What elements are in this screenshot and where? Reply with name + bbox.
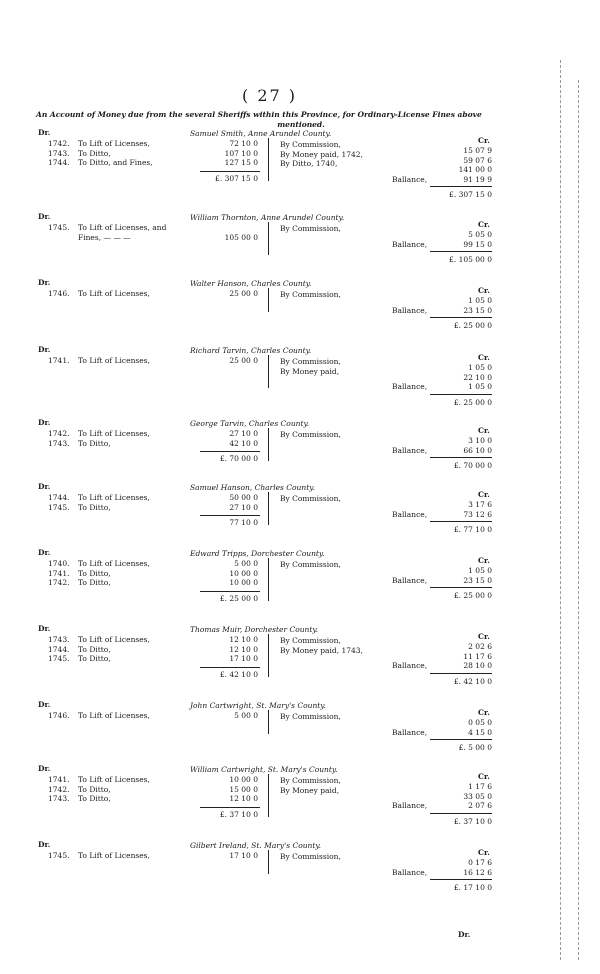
cr-text: By Commission,: [280, 290, 341, 299]
dr-amount: 107 10 0: [224, 148, 258, 158]
entry-text: To Lift of Licenses,: [78, 559, 150, 568]
entry-text: To Lift of Licenses,: [78, 711, 150, 720]
column-divider: [268, 138, 269, 181]
ballance-label: Ballance,: [392, 661, 428, 670]
ballance-label: Ballance,: [392, 382, 428, 391]
cr-amount: 0 05 0: [468, 718, 492, 727]
cr-label: Cr.: [478, 490, 490, 499]
cr-total: £. 77 10 0: [453, 525, 492, 534]
dr-total: £. 307 15 0: [215, 173, 258, 183]
ballance-amount: 99 15 0: [463, 239, 492, 249]
cr-label: Cr.: [478, 286, 490, 295]
account-name: William Cartwright, St. Mary's County.: [190, 765, 338, 774]
entry-text: To Lift of Licenses,: [78, 429, 150, 438]
entry-year: 1740.: [48, 559, 70, 568]
sum-rule: [430, 394, 492, 395]
entry-year: 1743.: [48, 635, 70, 644]
cr-amount: 0 17 6: [468, 858, 492, 867]
dr-amount: 15 00 0: [229, 784, 258, 794]
dr-label: Dr.: [38, 482, 51, 491]
entry-year: 1745.: [48, 502, 70, 512]
entry-text: To Ditto,: [78, 438, 111, 448]
account-name: Richard Tarvin, Charles County.: [190, 346, 312, 355]
column-divider: [268, 222, 269, 255]
ballance-label: Ballance,: [392, 801, 428, 810]
cr-amount: 3 10 0: [468, 436, 492, 445]
entry-text: To Lift of Licenses,: [78, 139, 150, 148]
dr-amount: 10 00 0: [229, 578, 258, 587]
ballance-amount: 73 12 6: [463, 509, 492, 519]
ballance-amount: 4 15 0: [468, 727, 492, 737]
heading-line-2: mentioned.: [277, 120, 325, 129]
cr-total: £. 25 00 0: [453, 397, 492, 407]
dr-label: Dr.: [38, 840, 51, 849]
sum-rule: [200, 515, 260, 516]
cr-amount: 59 07 6: [463, 155, 492, 165]
sum-rule: [430, 739, 492, 740]
cr-label: Cr.: [478, 708, 490, 717]
cr-label: Cr.: [478, 136, 490, 145]
entry-text: To Lift of Licenses,: [78, 775, 150, 784]
entry-year: 1741.: [48, 775, 70, 784]
account-name: Samuel Hanson, Charles County.: [190, 483, 315, 492]
cr-total: £. 70 00 0: [453, 461, 492, 470]
cr-label: Cr.: [478, 220, 490, 229]
ballance-amount: 66 10 0: [463, 445, 492, 455]
entry-year: 1745.: [48, 851, 70, 860]
entry-text: To Ditto,: [78, 568, 111, 578]
ballance-label: Ballance,: [392, 305, 428, 315]
cr-total: £. 25 00 0: [453, 321, 492, 330]
account-name: Walter Hanson, Charles County.: [190, 279, 312, 288]
account-name: Gilbert Ireland, St. Mary's County.: [190, 841, 322, 850]
entry-year: 1743.: [48, 148, 70, 158]
dr-total: £. 37 10 0: [219, 809, 258, 819]
page-number: ( 27 ): [242, 86, 298, 105]
dr-amount: 10 00 0: [229, 775, 258, 784]
sum-rule: [200, 667, 260, 668]
dr-amount: 42 10 0: [229, 438, 258, 448]
dr-amount: 105 00 0: [224, 232, 258, 242]
account-name: George Tarvin, Charles County.: [190, 419, 310, 428]
cr-text: By Commission,: [280, 430, 341, 439]
cr-amount: 141 00 0: [458, 165, 492, 174]
ballance-amount: 23 15 0: [463, 575, 492, 585]
cr-label: Cr.: [478, 556, 490, 565]
cr-amount: 5 05 0: [468, 230, 492, 239]
entry-text: To Lift of Licenses,: [78, 851, 150, 860]
column-divider: [268, 558, 269, 601]
dr-amount: 10 00 0: [229, 568, 258, 578]
entry-year: 1745.: [48, 654, 70, 663]
entry-text: To Lift of Licenses,: [78, 493, 150, 502]
cr-amount: 1 05 0: [468, 363, 492, 372]
cr-text: By Ditto, 1740,: [280, 159, 338, 168]
entry-text: To Ditto,: [78, 148, 111, 158]
dr-amount: 5 00 0: [234, 711, 258, 720]
entry-text: To Ditto,: [78, 578, 111, 587]
ballance-amount: 1 05 0: [468, 382, 492, 391]
sum-rule: [430, 813, 492, 814]
entry-text: To Lift of Licenses, and: [78, 223, 167, 232]
entry-year: 1742.: [48, 578, 70, 587]
cr-total: £. 37 10 0: [453, 816, 492, 826]
cr-text: By Commission,: [280, 776, 341, 785]
entry-year: 1746.: [48, 711, 70, 720]
dr-amount: 27 10 0: [229, 429, 258, 438]
cr-amount: 1 17 6: [468, 782, 492, 791]
entry-year: 1742.: [48, 139, 70, 148]
dr-total: £. 70 00 0: [219, 454, 258, 463]
cr-text: By Money paid,: [280, 366, 340, 376]
cr-amount: 15 07 9: [463, 146, 492, 155]
cr-amount: 33 05 0: [463, 791, 492, 801]
dr-label: Dr.: [38, 128, 51, 137]
cr-text: By Commission,: [280, 560, 341, 569]
heading-line-1: An Account of Money due from the several Sheriffs within this Province, for Ordinary-License Fines above: [36, 110, 482, 119]
dr-total: £. 25 00 0: [219, 593, 258, 603]
entry-year: 1744.: [48, 493, 70, 502]
sum-rule: [200, 807, 260, 808]
ballance-amount: 91 19 9: [463, 174, 492, 184]
cr-amount: 1 05 0: [468, 296, 492, 305]
entry-year: 1742.: [48, 429, 70, 438]
entry-year: 1743.: [48, 794, 70, 803]
dr-label: Dr.: [38, 700, 51, 709]
entry-text: To Ditto,: [78, 654, 111, 663]
margin-rule: [560, 60, 561, 960]
entry-year: 1744.: [48, 158, 70, 167]
column-divider: [268, 492, 269, 525]
entry-year: 1741.: [48, 356, 70, 365]
entry-text: To Lift of Licenses,: [78, 356, 150, 365]
dr-amount: 27 10 0: [229, 502, 258, 512]
entry-text: To Lift of Licenses,: [78, 289, 150, 298]
dr-amount: 12 10 0: [229, 644, 258, 654]
dr-amount: 17 10 0: [229, 654, 258, 663]
entry-year: 1743.: [48, 438, 70, 448]
cr-text: By Commission,: [280, 712, 341, 721]
dr-amount: 12 10 0: [229, 794, 258, 803]
entry-text: To Ditto,: [78, 784, 111, 794]
ballance-label: Ballance,: [392, 239, 428, 249]
ballance-label: Ballance,: [392, 174, 428, 184]
cr-amount: 2 02 6: [468, 642, 492, 651]
ballance-label: Ballance,: [392, 867, 428, 877]
entry-text: To Ditto,: [78, 644, 111, 654]
entry-text: To Ditto, and Fines,: [78, 158, 153, 167]
entry-text: To Lift of Licenses,: [78, 635, 150, 644]
cr-total: £. 42 10 0: [453, 676, 492, 686]
dr-amount: 25 00 0: [229, 356, 258, 365]
ballance-amount: 2 07 6: [468, 801, 492, 810]
cr-total: £. 307 15 0: [449, 190, 492, 199]
sum-rule: [430, 251, 492, 252]
sum-rule: [200, 591, 260, 592]
account-name: John Cartwright, St. Mary's County.: [190, 701, 326, 710]
ballance-label: Ballance,: [392, 575, 428, 585]
cr-amount: 11 17 6: [463, 651, 492, 661]
margin-rule: [578, 80, 579, 960]
sum-rule: [430, 673, 492, 674]
sum-rule: [200, 171, 260, 172]
cr-text: By Commission,: [280, 636, 341, 645]
account-name: William Thornton, Anne Arundel County.: [190, 213, 345, 222]
dr-amount: 50 00 0: [229, 493, 258, 502]
entry-text: To Ditto,: [78, 794, 111, 803]
cr-text: By Money paid,: [280, 785, 340, 795]
account-name: Edward Tripps, Dorchester County.: [190, 549, 325, 558]
sum-rule: [200, 451, 260, 452]
dr-amount: 127 15 0: [224, 158, 258, 167]
dr-label: Dr.: [38, 764, 51, 773]
dr-total: £. 42 10 0: [219, 669, 258, 679]
column-divider: [268, 850, 269, 874]
entry-text: To Ditto,: [78, 502, 111, 512]
cr-total: £. 5 00 0: [458, 743, 492, 752]
dr-amount: 72 10 0: [229, 139, 258, 148]
dr-label: Dr.: [38, 345, 51, 354]
entry-year: 1742.: [48, 784, 70, 794]
sum-rule: [430, 521, 492, 522]
entry-year: 1746.: [48, 289, 70, 298]
dr-label: Dr.: [38, 278, 51, 287]
sum-rule: [430, 317, 492, 318]
cr-amount: 3 17 6: [468, 500, 492, 509]
column-divider: [268, 288, 269, 312]
cr-text: By Commission,: [280, 357, 341, 366]
column-divider: [268, 355, 269, 388]
dr-label: Dr.: [38, 212, 51, 221]
cr-text: By Money paid, 1743,: [280, 645, 363, 655]
cr-label: Cr.: [478, 632, 490, 641]
cr-label: Cr.: [478, 426, 490, 435]
cr-total: £. 105 00 0: [449, 255, 492, 264]
dr-amount: 12 10 0: [229, 635, 258, 644]
dr-amount: 17 10 0: [229, 851, 258, 860]
column-divider: [268, 634, 269, 677]
cr-label: Cr.: [478, 353, 490, 362]
account-name: Samuel Smith, Anne Arundel County.: [190, 129, 332, 138]
cr-text: By Commission,: [280, 852, 341, 861]
ballance-label: Ballance,: [392, 727, 428, 737]
cr-total: £. 17 10 0: [453, 883, 492, 892]
entry-year: 1741.: [48, 568, 70, 578]
cr-amount: 1 05 0: [468, 566, 492, 575]
dr-amount: 5 00 0: [234, 559, 258, 568]
ballance-amount: 23 15 0: [463, 305, 492, 315]
sum-rule: [430, 186, 492, 187]
column-divider: [268, 428, 269, 461]
page-heading: [36, 110, 506, 130]
sum-rule: [430, 587, 492, 588]
ballance-amount: 16 12 6: [463, 867, 492, 877]
catchword: Dr.: [458, 930, 471, 939]
ballance-label: Ballance,: [392, 509, 428, 519]
dr-total: 77 10 0: [229, 518, 258, 527]
dr-label: Dr.: [38, 418, 51, 427]
ballance-label: Ballance,: [392, 445, 428, 455]
account-name: Thomas Muir, Dorchester County.: [190, 625, 319, 634]
entry-year: 1745.: [48, 223, 70, 232]
cr-text: By Money paid, 1742,: [280, 149, 363, 159]
cr-text: By Commission,: [280, 140, 341, 149]
dr-amount: 25 00 0: [229, 289, 258, 298]
cr-label: Cr.: [478, 772, 490, 781]
cr-amount: 22 10 0: [463, 372, 492, 382]
column-divider: [268, 774, 269, 817]
entry-text: Fines, — — —: [78, 232, 131, 242]
entry-year: 1744.: [48, 644, 70, 654]
cr-total: £. 25 00 0: [453, 591, 492, 600]
sum-rule: [430, 457, 492, 458]
column-divider: [268, 710, 269, 734]
cr-text: By Commission,: [280, 494, 341, 503]
sum-rule: [430, 879, 492, 880]
cr-text: By Commission,: [280, 224, 341, 233]
ballance-amount: 28 10 0: [463, 661, 492, 670]
dr-label: Dr.: [38, 624, 51, 633]
cr-label: Cr.: [478, 848, 490, 857]
dr-label: Dr.: [38, 548, 51, 557]
